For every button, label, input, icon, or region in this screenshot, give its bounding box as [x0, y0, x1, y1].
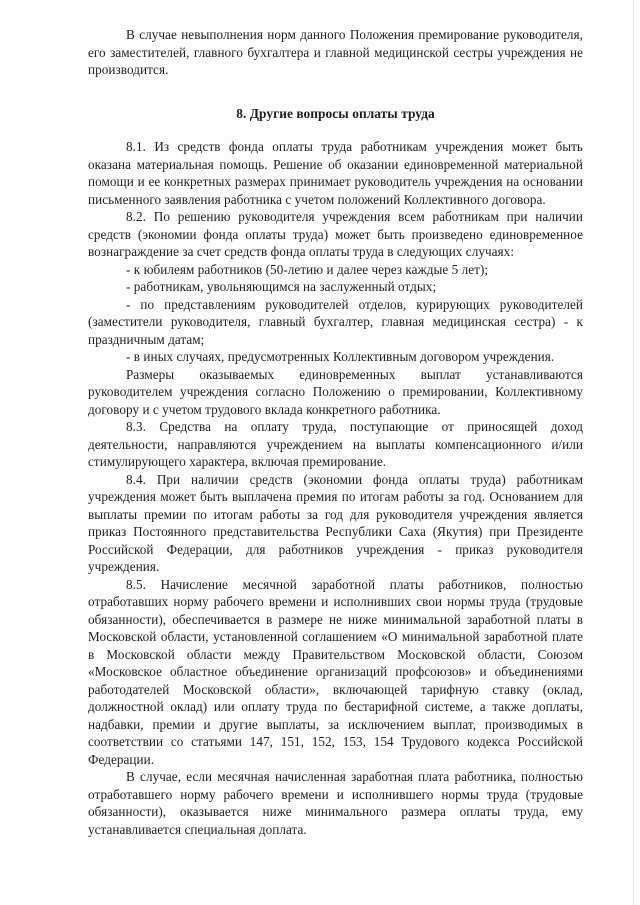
intro-paragraph: В случае невыполнения норм данного Положения премирование руководителя, его заместителей, главного бухгалтера и главной медицинской сестры учреждения не производится.	[88, 27, 583, 77]
page-edge	[633, 0, 634, 905]
spacer	[88, 122, 583, 138]
paragraph-8-1: 8.1. Из средств фонда оплаты труда работникам учреждения может быть оказана материальная помощь. Решение об оказании единовременной материальной помощи и ее конкретных размерах принимает руководитель учреждения на основании письменного заявления работника с учетом положений Коллективного договора.	[88, 139, 583, 207]
list-item: - по представлениям руководителей отделов, курирующих руководителей (заместители руководителя, главный бухгалтер, главная медицинская сестра) - к праздничным датам;	[88, 296, 583, 347]
paragraph-8-4: 8.4. При наличии средств (экономии фонда оплаты труда) работникам учреждения может быть выплачена премия по итогам работы за год. Основанием для выплаты премии по итогам работы за год для руководителя учреждения является приказ Постоянного представительства Республики Саха (Якутия) при Президенте Российской Федерации, для работников учреждения - приказ руководителя учреждения.	[88, 471, 583, 574]
list-item: - работникам, увольняющимся на заслуженный отдых;	[126, 279, 437, 294]
section-heading: 8. Другие вопросы оплаты труда	[236, 105, 435, 121]
list-item: - к юбилеям работников (50-летию и далее через каждые 5 лет);	[126, 261, 489, 277]
paragraph-8-3: 8.3. Средства на оплату труда, поступающие от приносящей доход деятельности, направляются учреждением на выплаты компенсационного и/или стимулирующего характера, включая премирование.	[88, 419, 583, 469]
document-body	[88, 26, 583, 838]
paragraph-special-bonus: В случае, если месячная начисленная заработная плата работника, полностью отработавшего норму рабочего времени и исполнившего нормы труда (трудовые обязанности), оказывается ниже минимального размера оплаты труда, ему устанавливается специальная доплата.	[88, 769, 583, 837]
list-item: - в иных случаях, предусмотренных Коллективным договором учреждения.	[126, 349, 555, 364]
spacer	[88, 79, 583, 105]
paragraph-8-2: 8.2. По решению руководителя учреждения всем работникам при наличии средств (экономии фонда оплаты труда) может быть произведено единовременное вознаграждение за счет средств фонда оплаты труда в следующих случаях:	[88, 209, 583, 259]
paragraph-8-5: 8.5. Начисление месячной заработной платы работников, полностью отработавших норму рабочего времени и исполнивших свои нормы труда (трудовые обязанности), обеспечивается в размере не ниже минимальной заработной платы в Московской области, установленной соглашением «О минимальной заработной плате в Московской области между Правительством Московской области, Союзом «Московское областное объединение организаций профсоюзов» и объединениями работодателей Московской области», включающей тарифную ставку (оклад, должностной оклад) или оплату труда по бестарифной системе, а также доплаты, надбавки, премии и другие выплаты, за исключением выплат, производимых в соответствии со статьями 147, 151, 152, 153, 154 Трудового кодекса Российской Федерации.	[88, 576, 583, 767]
paragraph-amounts: Размеры оказываемых единовременных выплат устанавливаются руководителем учреждения согласно Положению о премировании, Коллективному договору и с учетом трудового вклада конкретного работника.	[88, 366, 583, 417]
